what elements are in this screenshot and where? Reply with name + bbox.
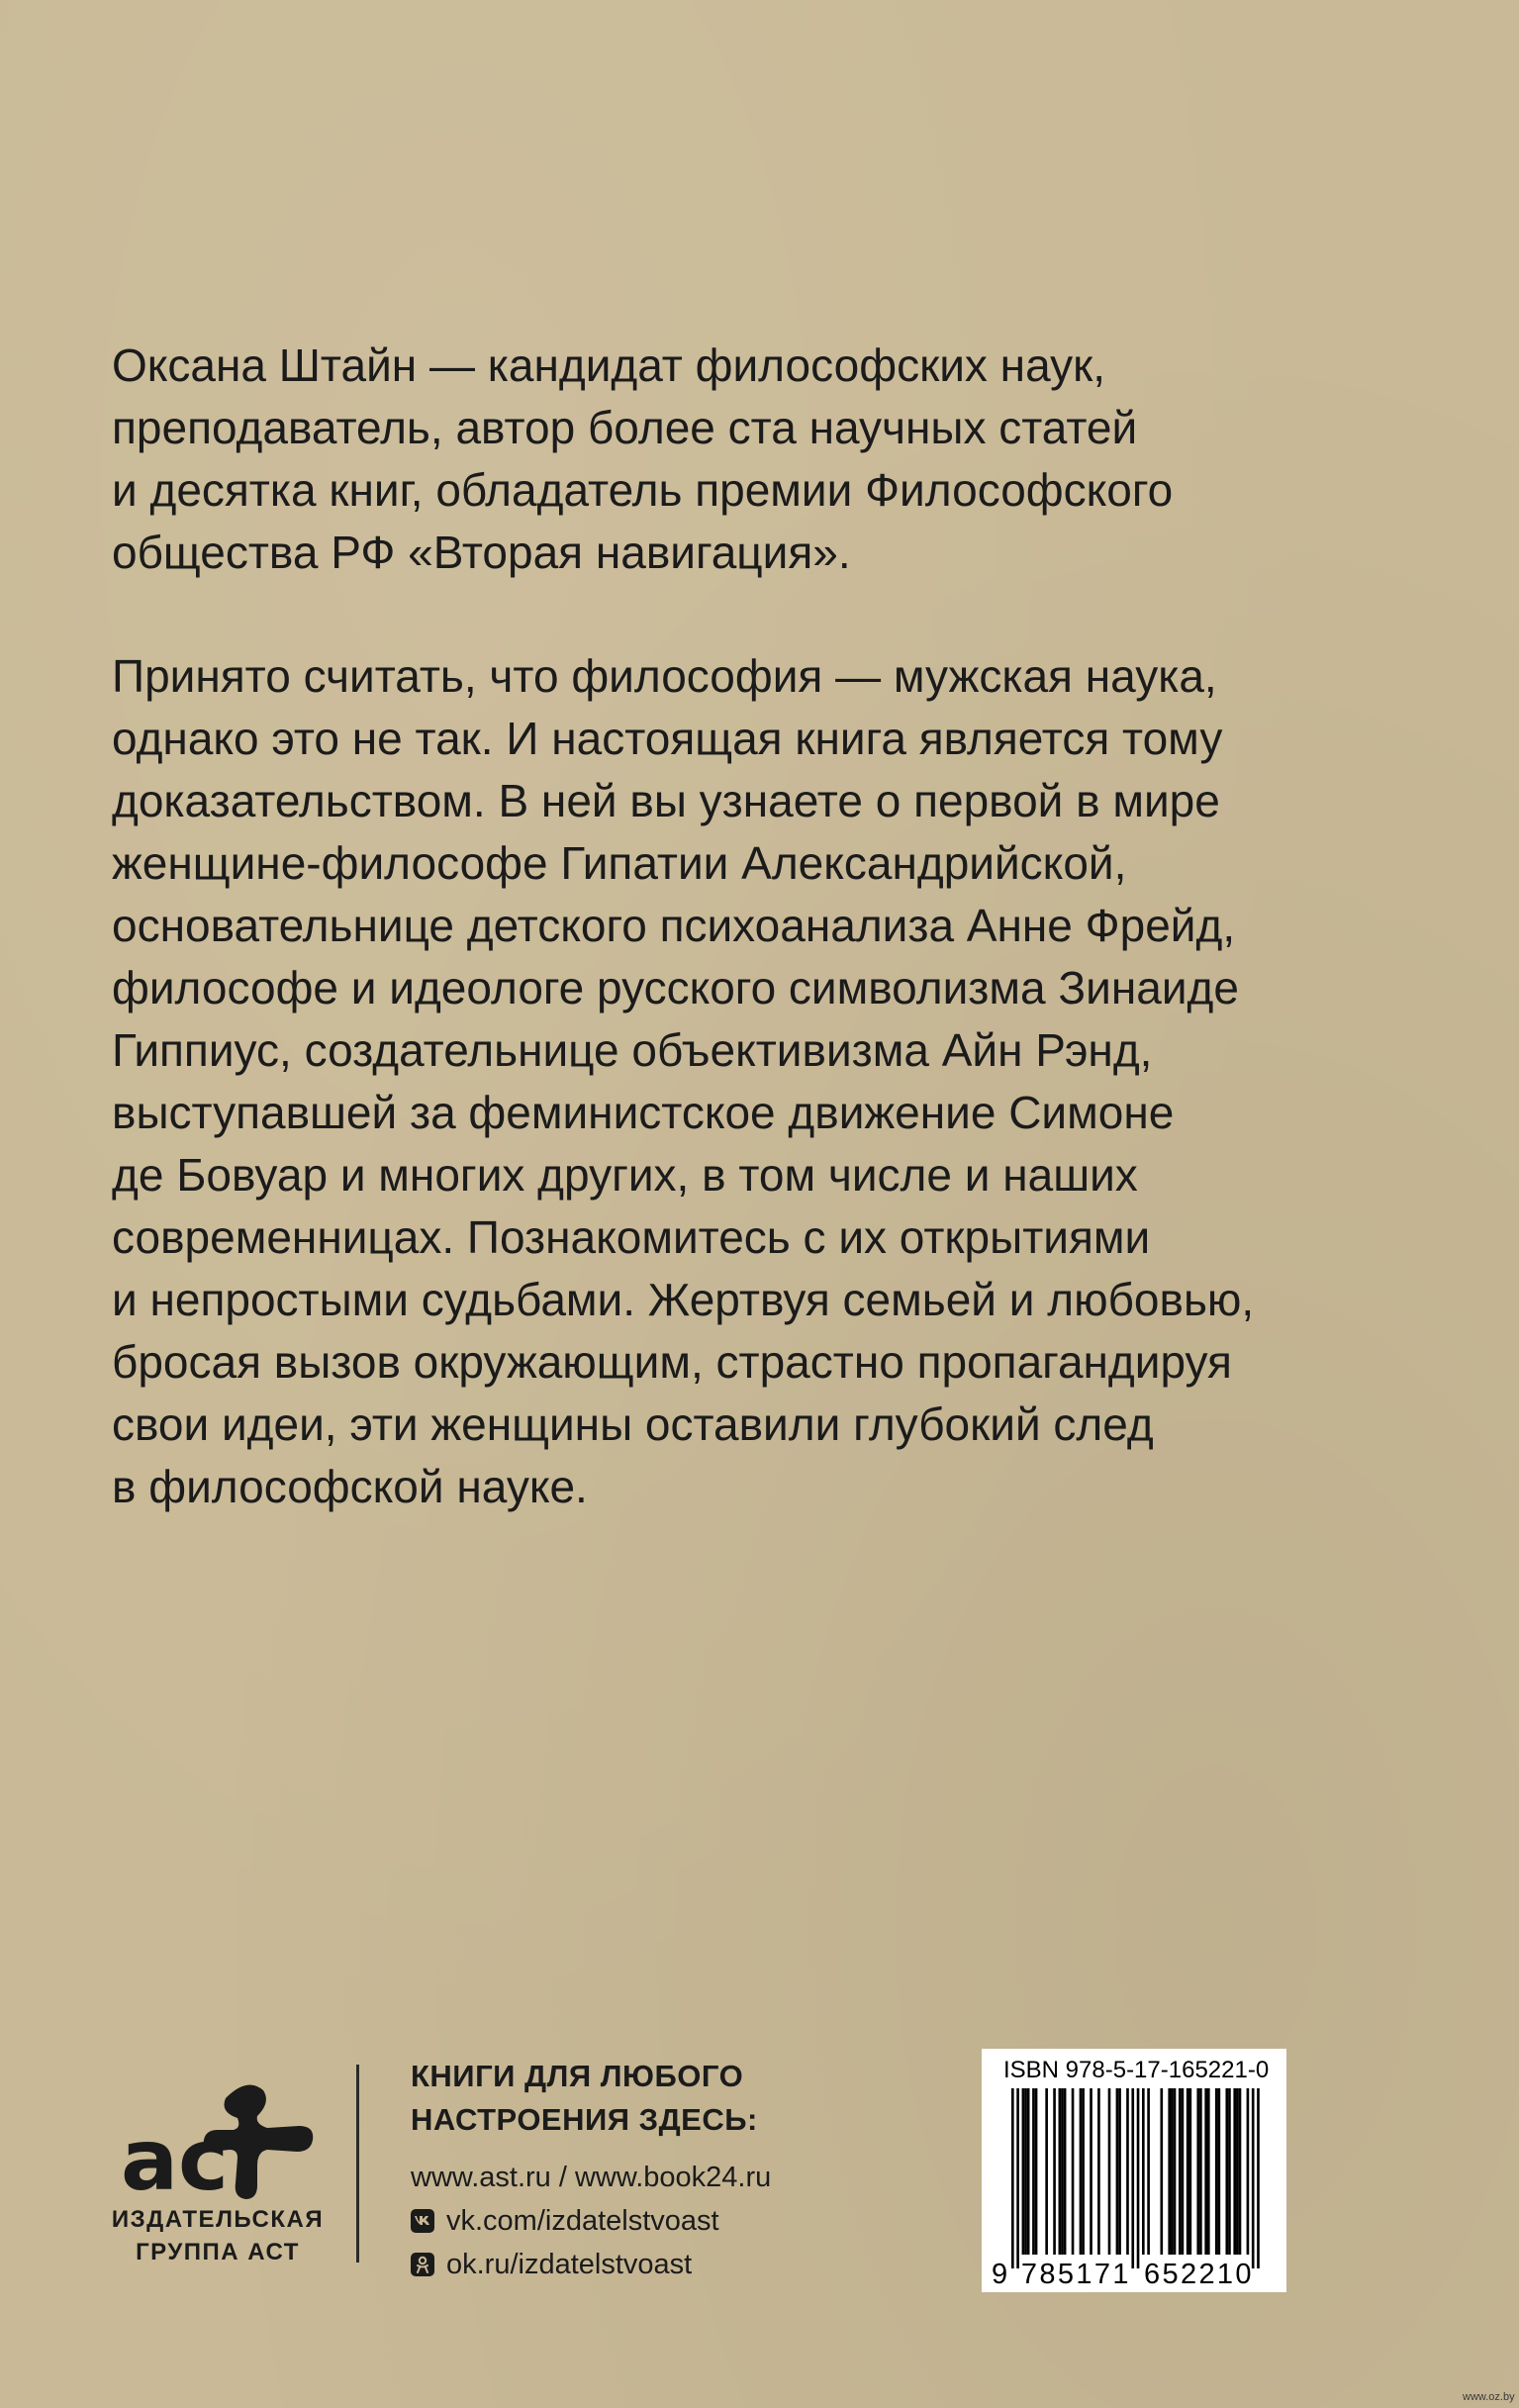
barcode-bar [1059, 2088, 1062, 2255]
text-line: Принято считать, что философия — мужская наука, [112, 650, 1217, 702]
barcode [982, 2049, 1286, 2292]
barcode-bar [1061, 2088, 1064, 2255]
barcode-bar [1196, 2088, 1199, 2255]
isbn-label: ISBN 978-5-17-165221-0 [1003, 2057, 1270, 2083]
text-line: однако это не так. И настоящая книга является тому [112, 713, 1223, 764]
ok-link[interactable] [411, 2243, 925, 2286]
author-bio [112, 335, 1428, 584]
barcode-bar [1011, 2088, 1014, 2268]
barcode-bar [1108, 2088, 1111, 2255]
footer-slogan [411, 2055, 925, 2142]
barcode-bar [1035, 2088, 1038, 2255]
barcode-digit: 7 [1093, 2259, 1110, 2290]
barcode-bar [1137, 2088, 1140, 2268]
text-line: философе и идеологе русского символизма Зинаиде [112, 962, 1239, 1013]
text-line: доказательством. В ней вы узнаете о первой в мире [112, 775, 1220, 826]
barcode-bar [1236, 2088, 1239, 2255]
barcode-bar [1147, 2088, 1150, 2255]
barcode-bar [1072, 2088, 1075, 2255]
text-line: бросая вызов окружающим, страстно пропагандируя [112, 1336, 1232, 1388]
text-line: в философской науке. [112, 1461, 588, 1512]
barcode-bar [1090, 2088, 1092, 2255]
text-line: общества РФ «Вторая навигация». [112, 527, 851, 578]
barcode-digit: 8 [1039, 2259, 1056, 2290]
barcode-bar [1022, 2088, 1025, 2255]
vk-icon [411, 2209, 434, 2233]
watermark: www.oz.by [1463, 2391, 1515, 2403]
publisher-name [99, 2203, 336, 2268]
barcode-bar [1189, 2088, 1192, 2255]
text-line: женщине-философе Гипатии Александрийской, [112, 837, 1127, 889]
barcode-bar [1225, 2088, 1228, 2255]
isbn-box [982, 2049, 1286, 2292]
odnoklassniki-icon [411, 2253, 434, 2276]
slogan-line: КНИГИ ДЛЯ ЛЮБОГО [411, 2059, 744, 2093]
barcode-bar [1053, 2088, 1056, 2255]
barcode-bar [1247, 2088, 1250, 2255]
barcode-bar [1179, 2088, 1182, 2255]
barcode-bar [1207, 2088, 1210, 2255]
slogan-line: НАСТРОЕНИЯ ЗДЕСЬ: [411, 2102, 758, 2137]
logo-text: ас [121, 2111, 230, 2210]
text-line: преподаватель, автор более ста научных статей [112, 402, 1138, 453]
barcode-bar [1199, 2088, 1202, 2255]
publisher-name-line: ИЗДАТЕЛЬСКАЯ [111, 2206, 325, 2233]
barcode-bar [1218, 2088, 1221, 2255]
barcode-bar [1239, 2088, 1242, 2255]
barcode-digit: 2 [1180, 2259, 1197, 2290]
barcode-digit: 9 [992, 2259, 1008, 2290]
barcode-bar [1032, 2088, 1035, 2255]
barcode-bar [1082, 2088, 1085, 2255]
barcode-bar [1168, 2088, 1171, 2255]
footer-info [411, 2055, 925, 2286]
barcode-digit: 1 [1076, 2259, 1092, 2290]
barcode-bar [1171, 2088, 1174, 2255]
barcode-digit: 1 [1216, 2259, 1234, 2290]
barcode-bar [1016, 2088, 1019, 2268]
barcode-bar [1126, 2088, 1129, 2255]
barcode-bar [1233, 2088, 1236, 2255]
barcode-digit: 7 [1020, 2259, 1038, 2290]
barcode-digit: 1 [1112, 2259, 1129, 2290]
barcode-bar [1187, 2088, 1189, 2255]
barcode-bar [1097, 2088, 1100, 2255]
barcode-bar [1116, 2088, 1119, 2255]
barcode-digit: 5 [1057, 2259, 1075, 2290]
barcode-bar [1080, 2088, 1083, 2255]
vk-link[interactable] [411, 2199, 925, 2243]
barcode-digit: 6 [1144, 2259, 1161, 2290]
barcode-bar [1045, 2088, 1048, 2255]
barcode-bar [1182, 2088, 1185, 2255]
text-line: современницах. Познакомитесь с их открытиями [112, 1211, 1151, 1263]
text-line: де Бовуар и многих других, в том числе и наших [112, 1149, 1138, 1201]
website-links[interactable] [411, 2156, 925, 2199]
barcode-bar [1174, 2088, 1177, 2255]
website-links-text[interactable]: www.ast.ru / www.book24.ru [411, 2162, 772, 2193]
publisher-name-line: ГРУППА АСТ [136, 2239, 300, 2265]
barcode-bar [1027, 2088, 1030, 2255]
barcode-bar [1215, 2088, 1218, 2255]
text-line: Оксана Штайн — кандидат философских наук, [112, 339, 1106, 391]
ok-link-text[interactable]: ok.ru/izdatelstvoast [446, 2249, 693, 2280]
barcode-bar [1064, 2088, 1067, 2255]
footer-divider [356, 2065, 359, 2263]
barcode-digit: 5 [1162, 2259, 1179, 2290]
barcode-digit: 2 [1198, 2259, 1215, 2290]
barcode-bar [1257, 2088, 1260, 2268]
barcode-bar [1024, 2088, 1027, 2255]
barcode-bar [1252, 2088, 1255, 2268]
barcode-bar [1131, 2088, 1134, 2268]
barcode-bar [1142, 2088, 1145, 2255]
barcode-bar [1118, 2088, 1121, 2255]
text-line: свои идеи, эти женщины оставили глубокий след [112, 1398, 1154, 1450]
text-line: основательнице детского психоанализа Анне Фрейд, [112, 900, 1236, 951]
text-line: Гиппиус, создательнице объективизма Айн Рэнд, [112, 1024, 1153, 1076]
barcode-bar [1160, 2088, 1163, 2255]
book-description [112, 645, 1428, 1518]
barcode-digit: 0 [1235, 2259, 1252, 2290]
text-line: и непростыми судьбами. Жертвуя семьей и любовью, [112, 1274, 1255, 1325]
text-line: выступавшей за феминистское движение Симоне [112, 1087, 1175, 1138]
barcode-bar [1204, 2088, 1207, 2255]
text-line: и десятка книг, обладатель премии Философского [112, 464, 1174, 516]
vk-link-text[interactable]: vk.com/izdatelstvoast [446, 2205, 719, 2237]
barcode-bar [1228, 2088, 1231, 2255]
